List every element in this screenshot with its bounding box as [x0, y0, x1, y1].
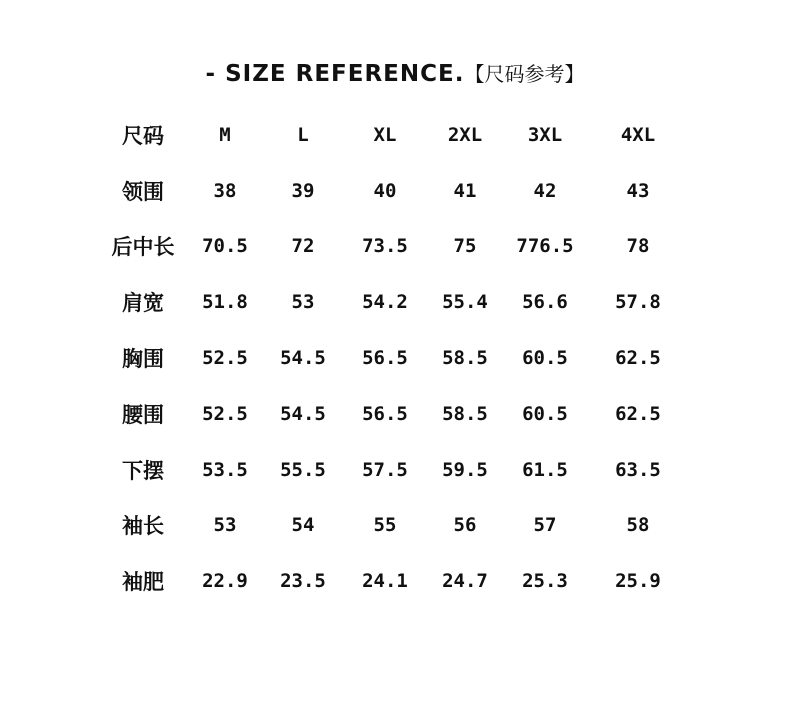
- row-label: 腰围: [122, 402, 164, 427]
- table-cell: 38: [213, 179, 237, 202]
- table-cell: 78: [626, 235, 650, 258]
- table-cell: 55.5: [280, 458, 326, 481]
- table-cell: 61.5: [522, 458, 568, 481]
- table-cell: 53.5: [202, 458, 248, 481]
- size-header: 3XL: [527, 123, 563, 146]
- table-cell: 53: [291, 291, 315, 314]
- table-cell: 54.2: [362, 291, 408, 314]
- title-en: - SIZE REFERENCE.: [205, 61, 465, 87]
- size-header: 4XL: [620, 123, 656, 146]
- table-row: [100, 219, 688, 275]
- table-cell: 54: [291, 514, 315, 537]
- table-cell: 62.5: [615, 402, 661, 425]
- table-row: [100, 442, 688, 498]
- table-cell: 23.5: [280, 570, 326, 593]
- table-cell: 56.5: [362, 347, 408, 370]
- table-row: [100, 553, 688, 609]
- row-label: 下摆: [122, 458, 164, 483]
- table-header-row: [100, 107, 688, 163]
- table-cell: 54.5: [280, 402, 326, 425]
- table-cell: 62.5: [615, 347, 661, 370]
- page-title: [0, 58, 790, 87]
- table-cell: 63.5: [615, 458, 661, 481]
- table-cell: 22.9: [202, 570, 248, 593]
- row-label: 肩宽: [122, 291, 164, 316]
- table-cell: 42: [533, 179, 557, 202]
- table-cell: 58.5: [442, 402, 488, 425]
- table-row: [100, 274, 688, 330]
- table-row: [100, 330, 688, 386]
- table-cell: 53: [213, 514, 237, 537]
- size-header: 2XL: [447, 123, 483, 146]
- header-label: 尺码: [122, 123, 164, 148]
- row-label: 后中长: [111, 235, 175, 260]
- table-cell: 58: [626, 514, 650, 537]
- table-cell: 776.5: [516, 235, 574, 258]
- table-cell: 56.5: [362, 402, 408, 425]
- row-label: 袖长: [122, 514, 164, 539]
- row-label: 袖肥: [122, 570, 164, 595]
- table-cell: 40: [373, 179, 397, 202]
- table-cell: 25.9: [615, 570, 661, 593]
- table-cell: 24.7: [442, 570, 488, 593]
- table-cell: 60.5: [522, 347, 568, 370]
- table-cell: 57: [533, 514, 557, 537]
- table-row: [100, 498, 688, 554]
- table-row: [100, 386, 688, 442]
- table-cell: 56.6: [522, 291, 568, 314]
- table-cell: 56: [453, 514, 477, 537]
- table-cell: 59.5: [442, 458, 488, 481]
- table-cell: 43: [626, 179, 650, 202]
- size-header: L: [297, 123, 309, 146]
- table-cell: 57.5: [362, 458, 408, 481]
- table-cell: 24.1: [362, 570, 408, 593]
- size-header: M: [219, 123, 231, 146]
- table-cell: 55: [373, 514, 397, 537]
- table-cell: 52.5: [202, 347, 248, 370]
- size-table: [100, 107, 688, 609]
- table-cell: 73.5: [362, 235, 408, 258]
- table-cell: 57.8: [615, 291, 661, 314]
- table-cell: 60.5: [522, 402, 568, 425]
- table-row: [100, 163, 688, 219]
- title-cn: 【尺码参考】: [464, 62, 585, 86]
- table-cell: 75: [453, 235, 477, 258]
- row-label: 胸围: [122, 347, 164, 372]
- table-cell: 72: [291, 235, 315, 258]
- table-cell: 51.8: [202, 291, 248, 314]
- table-cell: 25.3: [522, 570, 568, 593]
- table-cell: 55.4: [442, 291, 488, 314]
- table-cell: 41: [453, 179, 477, 202]
- table-cell: 39: [291, 179, 315, 202]
- table-cell: 52.5: [202, 402, 248, 425]
- size-header: XL: [373, 123, 397, 146]
- table-cell: 58.5: [442, 347, 488, 370]
- table-cell: 70.5: [202, 235, 248, 258]
- table-cell: 54.5: [280, 347, 326, 370]
- row-label: 领围: [122, 179, 164, 204]
